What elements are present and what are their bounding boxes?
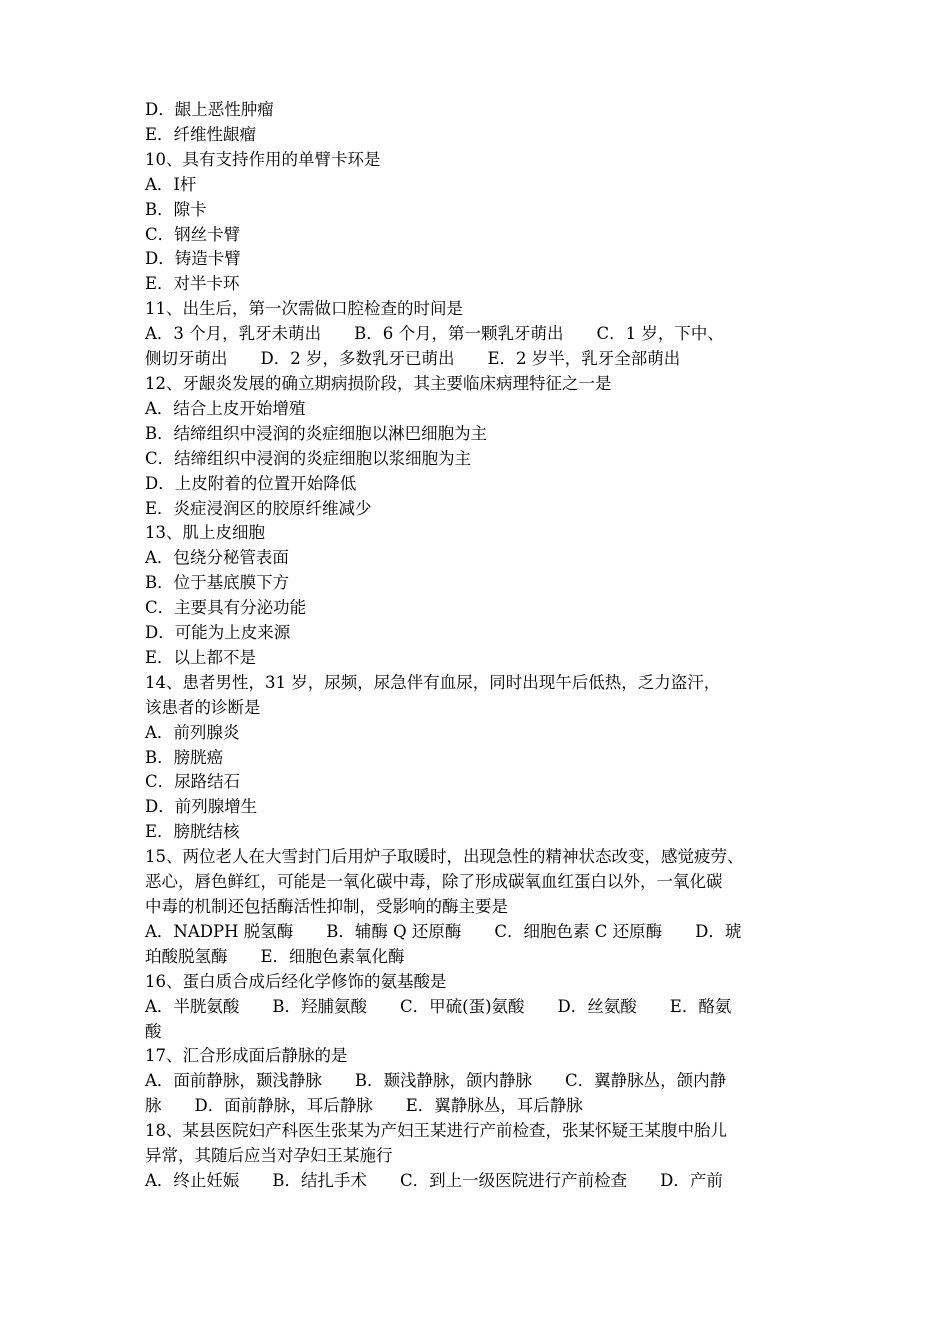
text-line: 脉 D．面前静脉，耳后静脉 E．翼静脉丛，耳后静脉: [145, 1096, 583, 1116]
text-line: C．结缔组织中浸润的炎症细胞以浆细胞为主: [145, 448, 472, 468]
text-line: A．NADPH 脱氢酶 B．辅酶 Q 还原酶 C．细胞色素 C 还原酶 D．琥: [145, 921, 742, 941]
text-line: A．前列腺炎: [145, 722, 240, 742]
text-line: 15、两位老人在大雪封门后用炉子取暖时，出现急性的精神状态改变，感觉疲劳、: [145, 847, 744, 867]
text-line: 18、某县医院妇产科医生张某为产妇王某进行产前检查，张某怀疑王某腹中胎儿: [145, 1121, 727, 1141]
text-line: E．炎症浸润区的胶原纤维减少: [145, 498, 372, 518]
text-line: 12、牙龈炎发展的确立期病损阶段，其主要临床病理特征之一是: [145, 373, 612, 393]
text-line: A．面前静脉，颞浅静脉 B．颞浅静脉，颌内静脉 C．翼静脉丛，颌内静: [145, 1071, 727, 1091]
text-line: D．上皮附着的位置开始降低: [145, 473, 357, 493]
text-line: C．尿路结石: [145, 772, 241, 792]
text-line: 中毒的机制还包括酶活性抑制，受影响的酶主要是: [145, 897, 508, 916]
text-line: D．铸造卡臂: [145, 249, 241, 269]
text-line: D．龈上恶性肿瘤: [145, 100, 274, 119]
text-line: A．结合上皮开始增殖: [145, 398, 306, 418]
text-line: 侧切牙萌出 D．2 岁，多数乳牙已萌出 E．2 岁半，乳牙全部萌出: [145, 349, 681, 369]
text-line: D．前列腺增生: [145, 797, 258, 817]
text-line: A．Ⅰ杆: [145, 174, 197, 194]
text-line: B．隙卡: [145, 199, 207, 219]
text-line: A．终止妊娠 B．结扎手术 C．到上一级医院进行产前检查 D．产前: [145, 1170, 723, 1190]
text-line: 17、汇合形成面后静脉的是: [145, 1046, 348, 1066]
text-line: 珀酸脱氢酶 E．细胞色素氧化酶: [145, 946, 405, 966]
text-line: 酸: [145, 1021, 162, 1041]
text-line: E．对半卡环: [145, 274, 240, 294]
text-line: 10、具有支持作用的单臂卡环是: [145, 149, 381, 169]
text-line: 11、出生后，第一次需做口腔检查的时间是: [145, 299, 463, 319]
text-line: E．纤维性龈瘤: [145, 124, 257, 144]
text-line: 16、蛋白质合成后经化学修饰的氨基酸是: [145, 971, 447, 991]
text-line: 13、肌上皮细胞: [145, 523, 265, 543]
text-line: C．钢丝卡臂: [145, 224, 241, 244]
text-line: B．结缔组织中浸润的炎症细胞以淋巴细胞为主: [145, 423, 488, 443]
text-line: D．可能为上皮来源: [145, 623, 291, 643]
text-line: 该患者的诊断是: [145, 697, 261, 717]
text-line: 异常，其随后应当对孕妇王某施行: [145, 1146, 393, 1166]
text-line: A．3 个月，乳牙未萌出 B．6 个月，第一颗乳牙萌出 C．1 岁，下中、: [145, 324, 724, 344]
document-page: [145, 98, 817, 1194]
text-line: B．膀胱癌: [145, 747, 224, 767]
text-line: E．膀胱结核: [145, 822, 240, 842]
text-line: A．半胱氨酸 B．羟脯氨酸 C．甲硫(蛋)氨酸 D．丝氨酸 E．酪氨: [145, 996, 732, 1016]
text-line: C．主要具有分泌功能: [145, 598, 307, 618]
text-line: B．位于基底膜下方: [145, 573, 290, 593]
text-line: A．包绕分秘管表面: [145, 548, 289, 568]
text-line: E．以上都不是: [145, 647, 257, 667]
text-line: 恶心，唇色鲜红，可能是一氧化碳中毒，除了形成碳氧血红蛋白以外，一氧化碳: [145, 872, 723, 892]
text-line: 14、患者男性，31 岁，尿频，尿急伴有血尿，同时出现午后低热，乏力盗汗，: [145, 672, 721, 692]
